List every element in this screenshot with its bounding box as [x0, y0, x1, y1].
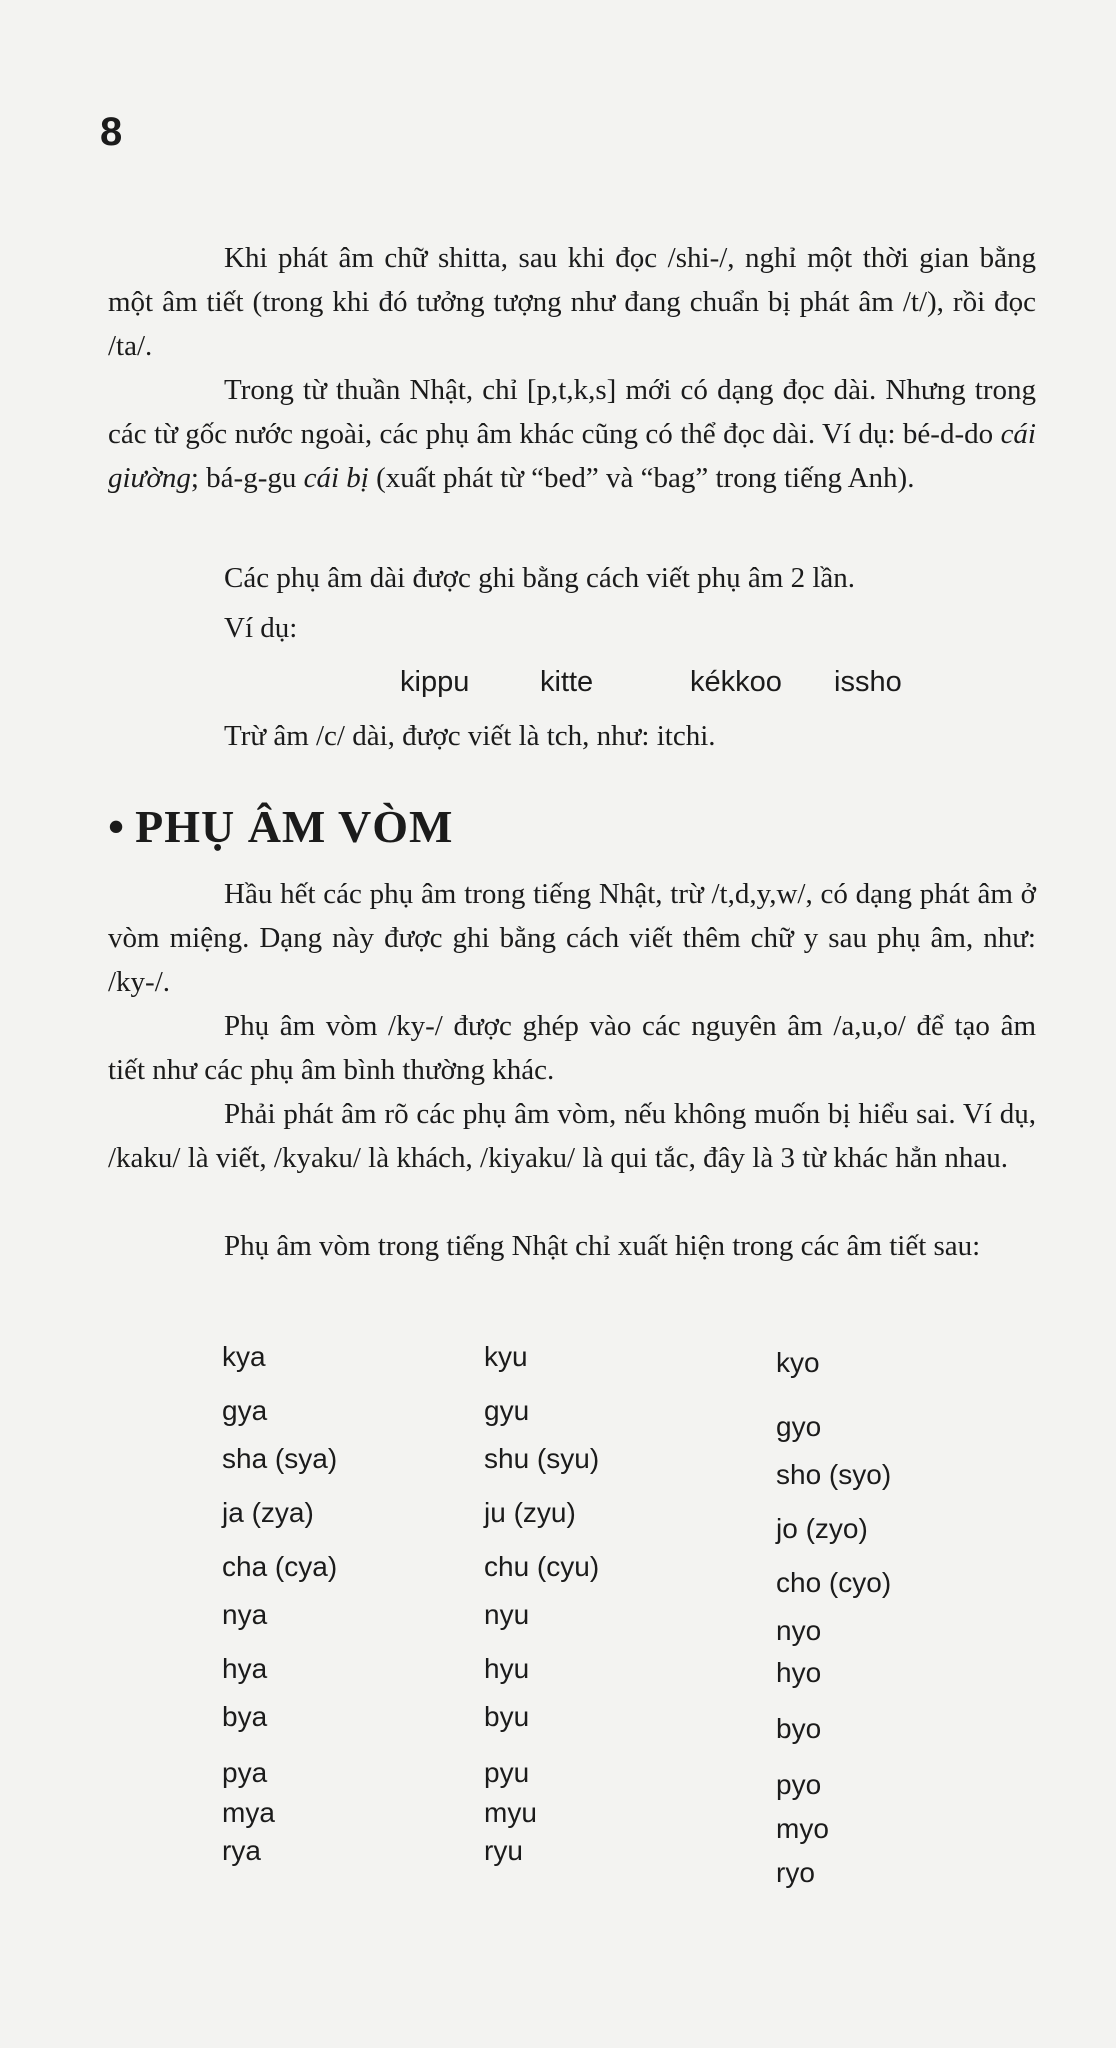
syllable-a: hya — [222, 1653, 268, 1684]
syllable-u: chu (cyu) — [484, 1551, 600, 1582]
paragraph-text: (xuất phát từ “bed” và “bag” trong tiếng Anh). — [368, 462, 915, 494]
syllable-o: kyo — [776, 1347, 820, 1378]
syllable-u: ryu — [484, 1835, 523, 1866]
syllable-a: pya — [222, 1757, 268, 1788]
syllable-a: ja (zya) — [222, 1497, 314, 1528]
syllable-o: sho (syo) — [776, 1459, 892, 1490]
syllable-a: mya — [222, 1797, 275, 1828]
paragraph-palatal-examples: Phải phát âm rõ các phụ âm vòm, nếu không muốn bị hiểu sai. Ví dụ, /kaku/ là viết, /kyaku/ là khách, /kiyaku/ là qui tắc, đây là 3 từ khác hẳn nhau. — [108, 1098, 1036, 1174]
page-number: 8 — [100, 110, 123, 154]
syllable-o: cho (cyo) — [776, 1567, 892, 1598]
paragraph-long-consonants — [108, 368, 1036, 500]
paragraph-double-writing: Các phụ âm dài được ghi bằng cách viết phụ âm 2 lần. — [224, 562, 856, 594]
syllable-u: shu (syu) — [484, 1443, 600, 1474]
syllable-u: hyu — [484, 1653, 530, 1684]
example-word: kippu — [400, 666, 470, 698]
syllable-o: nyo — [776, 1615, 822, 1646]
paragraph-palatal-vowels: Phụ âm vòm /ky-/ được ghép vào các nguyên âm /a,u,o/ để tạo âm tiết như các phụ âm bình thường khác. — [108, 1010, 1036, 1086]
syllable-u: byu — [484, 1701, 530, 1732]
syllable-o: jo (zyo) — [776, 1513, 868, 1544]
syllable-o: ryo — [776, 1857, 815, 1888]
syllable-a: kya — [222, 1341, 266, 1372]
syllable-o: myo — [776, 1813, 829, 1844]
syllable-u: nyu — [484, 1599, 530, 1630]
paragraph-shitta: Khi phát âm chữ shitta, sau khi đọc /shi-/, nghỉ một thời gian bằng một âm tiết (trong khi đó tưởng tượng như đang chuẩn bị phát âm /t/), rồi đọc /ta/. — [108, 242, 1036, 362]
bullet-icon: • — [108, 801, 126, 852]
example-word: kitte — [540, 666, 594, 698]
example-word: issho — [834, 666, 902, 698]
syllable-a: nya — [222, 1599, 268, 1630]
example-label: Ví dụ: — [224, 612, 298, 644]
syllable-o: byo — [776, 1713, 822, 1744]
paragraph-palatal-list: Phụ âm vòm trong tiếng Nhật chỉ xuất hiện trong các âm tiết sau: — [224, 1230, 981, 1262]
syllable-u: pyu — [484, 1757, 530, 1788]
section-title: PHỤ ÂM VÒM — [135, 801, 454, 852]
syllable-a: bya — [222, 1701, 268, 1732]
syllable-u: kyu — [484, 1341, 528, 1372]
syllable-a: rya — [222, 1835, 261, 1866]
syllable-u: ju (zyu) — [484, 1497, 576, 1528]
syllable-o: hyo — [776, 1657, 822, 1688]
example-meaning: cái bị — [303, 462, 369, 494]
paragraph-text: Trong từ thuần Nhật, chỉ [p,t,k,s] mới có dạng đọc dài. Nhưng trong các từ gốc nước ngoài, các phụ âm khác cũng có thể đọc dài. Ví dụ: bé-d-do — [108, 374, 1036, 450]
example-word: kékkoo — [690, 666, 782, 698]
syllable-u: myu — [484, 1797, 537, 1828]
syllable-a: sha (sya) — [222, 1443, 338, 1474]
syllable-u: gyu — [484, 1395, 530, 1426]
paragraph-text: ; bá-g-gu — [190, 462, 304, 494]
section-heading — [108, 800, 453, 853]
paragraph-palatal-intro: Hầu hết các phụ âm trong tiếng Nhật, trừ /t,d,y,w/, có dạng phát âm ở vòm miệng. Dạng này được ghi bằng cách viết thêm chữ y sau phụ âm, như: /ky-/. — [108, 878, 1036, 998]
syllable-o: gyo — [776, 1411, 822, 1442]
paragraph-tch: Trừ âm /c/ dài, được viết là tch, như: itchi. — [224, 720, 716, 752]
syllable-a: gya — [222, 1395, 268, 1426]
syllable-o: pyo — [776, 1769, 822, 1800]
example-meaning: cái giường — [108, 418, 1036, 494]
syllable-a: cha (cya) — [222, 1551, 338, 1582]
